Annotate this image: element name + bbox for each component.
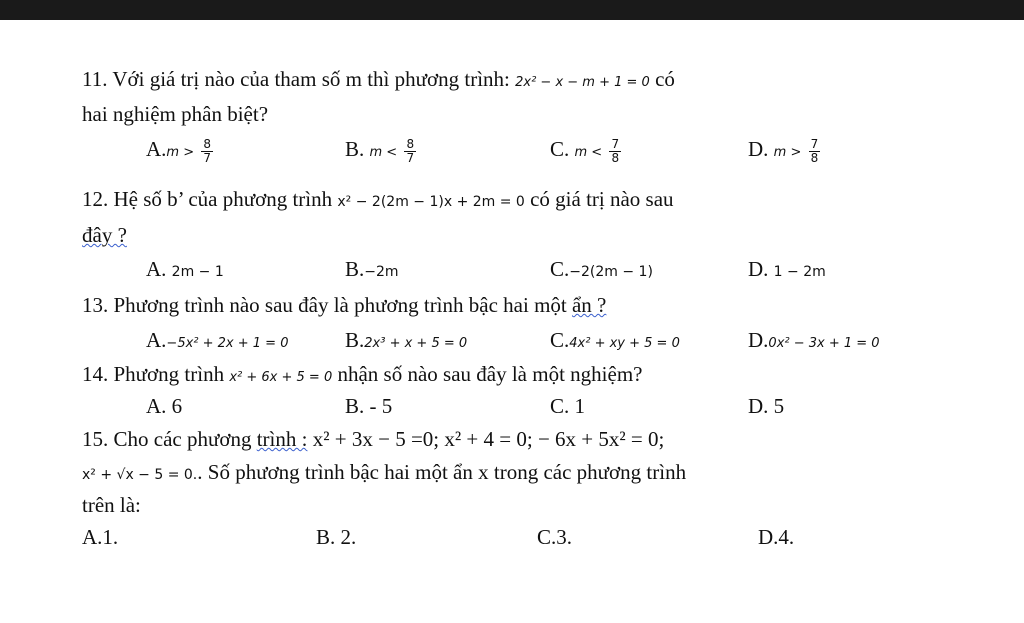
q13-option-d [748,327,880,357]
question-15-equations: x² + 3x − 5 =0; x² + 4 = 0; − 6x + 5x² = 0; [312,427,665,451]
q11-option-d-num: 7 [810,136,819,151]
q13-option-b-label: B. [345,328,365,352]
q11-option-c-den: 8 [611,150,620,165]
top-bar [0,0,1024,20]
q12-option-c-label: C. [550,257,570,281]
question-13 [82,292,606,318]
question-12 [82,186,674,215]
q11-option-c [550,136,621,166]
q13-option-b [345,327,467,357]
question-11 [82,66,675,96]
q13-option-c [550,327,680,357]
question-11-text: 11. Với giá trị nào của tham số m thì phương trình: [82,67,510,91]
q12-option-c [550,256,653,285]
question-14-text: 14. Phương trình [82,362,225,386]
q13-option-a-expr: −5x² + 2x + 1 = 0 [166,336,289,351]
q11-option-b-den: 7 [406,150,415,165]
q13-option-b-expr: 2x³ + x + 5 = 0 [364,336,468,351]
q12-option-d [748,256,826,285]
q13-option-a [146,327,288,357]
q15-option-b: B. 2. [316,525,357,549]
q13-option-a-label: A. [146,328,167,352]
q12-option-b [345,256,399,285]
q11-option-d-den: 8 [810,150,819,165]
q13-option-d-label: D. [748,328,769,352]
q11-option-b [345,136,416,166]
q12-option-a [146,256,224,285]
question-14-tail: nhận số nào sau đây là một nghiệm? [337,362,643,386]
q11-option-a-expr: m > [166,145,195,160]
q14-option-a: A. 6 [146,394,183,418]
question-15-line2-text: . Số phương trình bậc hai một ẩn x trong các phương trình [197,460,687,484]
q14-option-c: C. 1 [550,394,586,418]
question-12-equation: x² − 2(2m − 1)x + 2m = 0 [337,194,525,210]
q11-option-a-label: A. [146,137,167,161]
q14-option-b: B. - 5 [345,394,393,418]
question-12-tail: có giá trị nào sau [530,187,674,211]
q11-option-b-num: 8 [406,136,415,151]
q15-option-d: D.4. [758,525,795,549]
q11-option-d [748,136,820,166]
question-13-underlined: ẩn ? [571,293,607,317]
question-15-underlined: trình : [256,427,308,451]
q11-option-b-label: B. [345,137,365,161]
question-12-line2: đây ? [82,223,127,247]
q12-option-b-label: B. [345,257,365,281]
q12-option-d-expr: 1 − 2m [773,264,826,280]
q14-option-d: D. 5 [748,394,785,418]
question-14 [82,361,642,391]
q12-option-c-expr: −2(2m − 1) [569,264,653,280]
question-15 [82,426,664,452]
q11-option-c-expr: m < [574,145,603,160]
q13-option-c-expr: 4x² + xy + 5 = 0 [569,336,680,351]
q15-option-a: A.1. [82,525,119,549]
q11-option-d-label: D. [748,137,769,161]
question-11-equation: 2x² − x − m + 1 = 0 [515,75,650,90]
question-12-text: 12. Hệ số b’ của phương trình [82,187,333,211]
q12-option-b-expr: −2m [364,264,399,280]
question-15-line3: trên là: [82,493,141,517]
q12-option-a-label: A. [146,257,167,281]
q13-option-d-expr: 0x² − 3x + 1 = 0 [768,336,880,351]
q11-option-b-expr: m < [369,145,398,160]
question-15-equation-4: x² + √x − 5 = 0. [82,467,198,483]
q12-option-a-expr: 2m − 1 [171,264,224,280]
q12-option-d-label: D. [748,257,769,281]
question-13-text: 13. Phương trình nào sau đây là phương trình bậc hai một [82,293,567,317]
q11-option-c-fraction [609,138,621,165]
q11-option-a-den: 7 [203,150,212,165]
q11-option-a-num: 8 [203,136,212,151]
q11-option-c-num: 7 [611,136,620,151]
q11-option-d-expr: m > [773,145,802,160]
q15-option-c: C.3. [537,525,573,549]
q11-option-a [146,136,213,166]
question-11-tail: có [655,67,675,91]
question-15-text: 15. Cho các phương [82,427,252,451]
question-14-equation: x² + 6x + 5 = 0 [229,370,333,385]
question-15-line2 [82,459,686,488]
question-11-line2: hai nghiệm phân biệt? [82,102,269,126]
q11-option-d-fraction [809,138,821,165]
q11-option-b-fraction [404,138,416,165]
q11-option-c-label: C. [550,137,570,161]
q11-option-a-fraction [201,138,213,165]
q13-option-c-label: C. [550,328,570,352]
